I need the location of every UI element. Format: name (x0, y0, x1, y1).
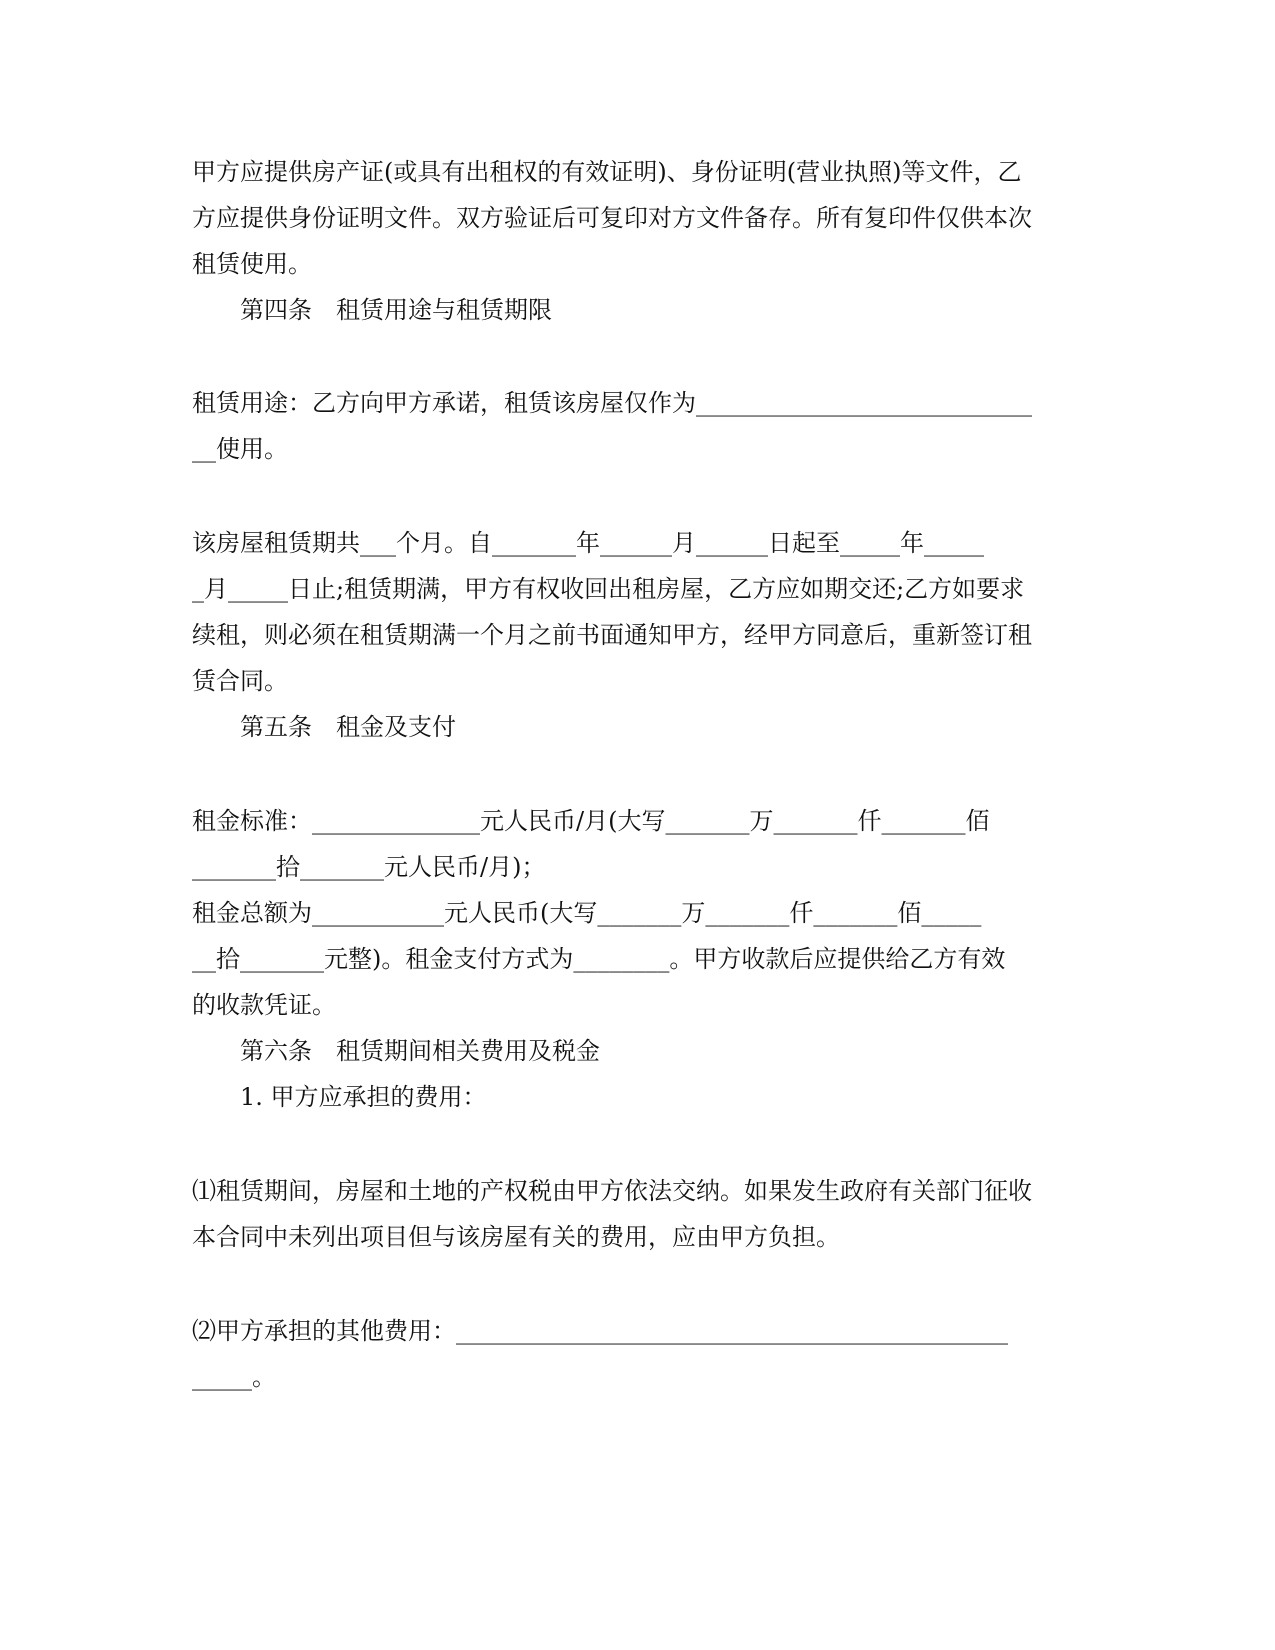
list-item-heading: 1. 甲方应承担的费用： (240, 1083, 487, 1111)
paragraph-line: 赁合同。 (192, 667, 288, 695)
paragraph-line: 甲方应提供房产证(或具有出租权的有效证明)、身份证明(营业执照)等文件，乙 (192, 158, 1022, 186)
paragraph-line: 租赁使用。 (192, 250, 312, 278)
paragraph-line: 的收款凭证。 (192, 991, 336, 1019)
paragraph-line: 租金总额为___________元人民币(大写_______万_______仟_______佰_____ (192, 899, 982, 927)
section-heading: 第五条 租金及支付 (240, 713, 456, 741)
paragraph-line: 该房屋租赁期共___个月。自_______年______月______日起至_____年_____ (192, 529, 984, 557)
paragraph-line: __拾_______元整)。租金支付方式为________。甲方收款后应提供给乙方有效 (192, 945, 1006, 973)
section-heading: 第四条 租赁用途与租赁期限 (240, 296, 552, 324)
paragraph-line: 方应提供身份证明文件。双方验证后可复印对方文件备存。所有复印件仅供本次 (192, 204, 1032, 232)
paragraph-line: _______拾_______元人民币/月)； (192, 853, 546, 881)
paragraph-line: 租赁用途：乙方向甲方承诺，租赁该房屋仅作为____________________________ (192, 389, 1032, 417)
paragraph-line: _____。 (192, 1363, 276, 1391)
section-heading: 第六条 租赁期间相关费用及税金 (240, 1037, 600, 1065)
paragraph-line: ⑵甲方承担的其他费用：______________________________________________ (192, 1317, 1008, 1345)
paragraph-line: 租金标准：______________元人民币/月(大写_______万_______仟_______佰 (192, 807, 990, 835)
paragraph-line: __使用。 (192, 435, 288, 463)
paragraph-line: 续租，则必须在租赁期满一个月之前书面通知甲方，经甲方同意后，重新签订租 (192, 621, 1032, 649)
paragraph-line: 本合同中未列出项目但与该房屋有关的费用，应由甲方负担。 (192, 1223, 840, 1251)
paragraph-line: _月_____日止;租赁期满，甲方有权收回出租房屋，乙方应如期交还;乙方如要求 (192, 575, 1025, 603)
paragraph-line: ⑴租赁期间，房屋和土地的产权税由甲方依法交纳。如果发生政府有关部门征收 (192, 1177, 1032, 1205)
